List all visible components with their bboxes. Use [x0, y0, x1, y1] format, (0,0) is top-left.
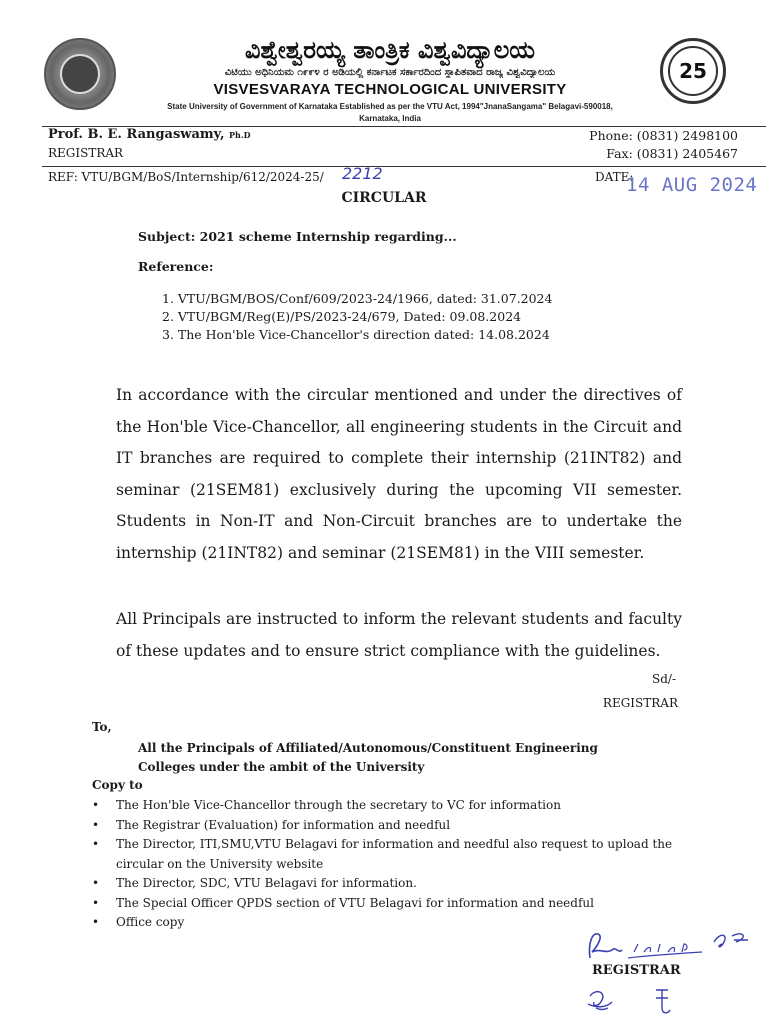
reference-item: 1. VTU/BGM/BOS/Conf/609/2023-24/1966, dated: 31.07.2024 — [162, 291, 553, 306]
circular-heading: CIRCULAR — [341, 190, 427, 206]
body-paragraph-1: In accordance with the circular mentioned and under the directives of the Hon'ble Vice-Chancellor, all engineering students in the Circuit and IT branches are required to complete their internship (21INT82) and seminar (21SEM81) exclusively during the upcoming VII semester. Students in Non-IT and Non-Circuit branches are to undertake the internship (21INT82) and seminar (21SEM81) in the VIII semester. — [116, 386, 682, 562]
body-paragraph-2: All Principals are instructed to inform the relevant students and faculty of these updates and to ensure strict compliance with the guidelines. — [116, 610, 682, 660]
subject-line: Subject: 2021 scheme Internship regarding... — [138, 229, 457, 244]
registrar-name-text: Prof. B. E. Rangaswamy, — [48, 127, 225, 142]
to-label: To, — [92, 720, 112, 734]
bullet-icon: • — [92, 817, 100, 832]
to-recipients: All the Principals of Affiliated/Autonomous/Constituent Engineering Colleges under the ambit of the University — [138, 741, 598, 774]
signoff-registrar: REGISTRAR — [602, 696, 678, 710]
university-emblem-left — [44, 38, 116, 110]
list-item — [92, 816, 692, 836]
fax-number: Fax: (0831) 2405467 — [606, 146, 738, 161]
list-item — [92, 894, 692, 914]
list-item — [92, 874, 692, 894]
bullet-icon: • — [92, 895, 100, 910]
reference-item: 2. VTU/BGM/Reg(E)/PS/2023-24/679, Dated: 09.08.2024 — [162, 309, 522, 324]
kannada-university-title: ವಿಶ್ವೇಶ್ವರಯ್ಯ ತಾಂತ್ರಿಕ ವಿಶ್ವವಿದ್ಯಾಲಯ — [245, 36, 535, 64]
initials-marks — [584, 984, 704, 1018]
copy-item-text: Office copy — [116, 915, 185, 929]
reference-heading: Reference: — [138, 259, 214, 274]
list-item — [92, 835, 692, 874]
copy-item-text: The Registrar (Evaluation) for information and needful — [116, 817, 451, 832]
signoff-sd: Sd/- — [652, 672, 676, 686]
header-divider-bottom — [42, 166, 766, 167]
bullet-icon: • — [92, 798, 100, 812]
bullet-icon: • — [92, 837, 100, 851]
date-stamp: 14 AUG 2024 — [626, 174, 758, 196]
copy-item-text: The Special Officer QPDS section of VTU Belagavi for information and needful — [116, 895, 594, 910]
copy-item-text: The Director, SDC, VTU Belagavi for information. — [116, 876, 417, 890]
reference-number: REF: VTU/BGM/BoS/Internship/612/2024-25/ — [48, 170, 324, 184]
copy-to-label: Copy to — [92, 778, 143, 792]
date-label: DATE: — [595, 170, 634, 184]
signature-registrar-title: REGISTRAR — [592, 963, 681, 978]
kannada-university-subtitle: ವಿಟಿಯು ಅಧಿನಿಯಮ ೧೯೯೪ ರ ಅಡಿಯಲ್ಲಿ ಕರ್ನಾಟಕ ಸರ್ಕಾರದಿಂದ ಸ್ಥಾಪಿತವಾದ ರಾಜ್ಯ ವಿಶ್ವವಿದ್ಯಾಲಯ — [224, 67, 556, 78]
handwritten-ref-number: 2212 — [342, 164, 383, 183]
copy-item-text: The Hon'ble Vice-Chancellor through the secretary to VC for information — [116, 798, 561, 812]
registrar-title: REGISTRAR — [48, 146, 124, 160]
university-subtitle: State University of Government of Karnataka Established as per the VTU Act, 1994"JnanaSangama" Belagavi-590018, Karnataka, India — [167, 102, 613, 123]
university-name: VISVESVARAYA TECHNOLOGICAL UNIVERSITY — [213, 81, 567, 98]
bullet-icon: • — [92, 876, 100, 890]
anniversary-ring-icon — [668, 46, 718, 96]
copy-item-text: The Director, ITI,SMU,VTU Belagavi for information and needful also request to upload the circular on the University website — [116, 837, 673, 871]
bullet-icon: • — [92, 915, 100, 929]
reference-list — [162, 290, 552, 344]
anniversary-emblem-right — [660, 38, 726, 104]
registrar-name — [48, 127, 251, 142]
list-item — [92, 796, 692, 816]
emblem-center-icon — [60, 54, 100, 94]
reference-item: 3. The Hon'ble Vice-Chancellor's direction dated: 14.08.2024 — [162, 327, 550, 342]
registrar-signature — [582, 924, 758, 968]
copy-to-list — [92, 796, 692, 933]
registrar-degree: Ph.D — [229, 130, 251, 140]
phone-number: Phone: (0831) 2498100 — [589, 128, 738, 143]
anniversary-number: 25 — [679, 59, 707, 83]
